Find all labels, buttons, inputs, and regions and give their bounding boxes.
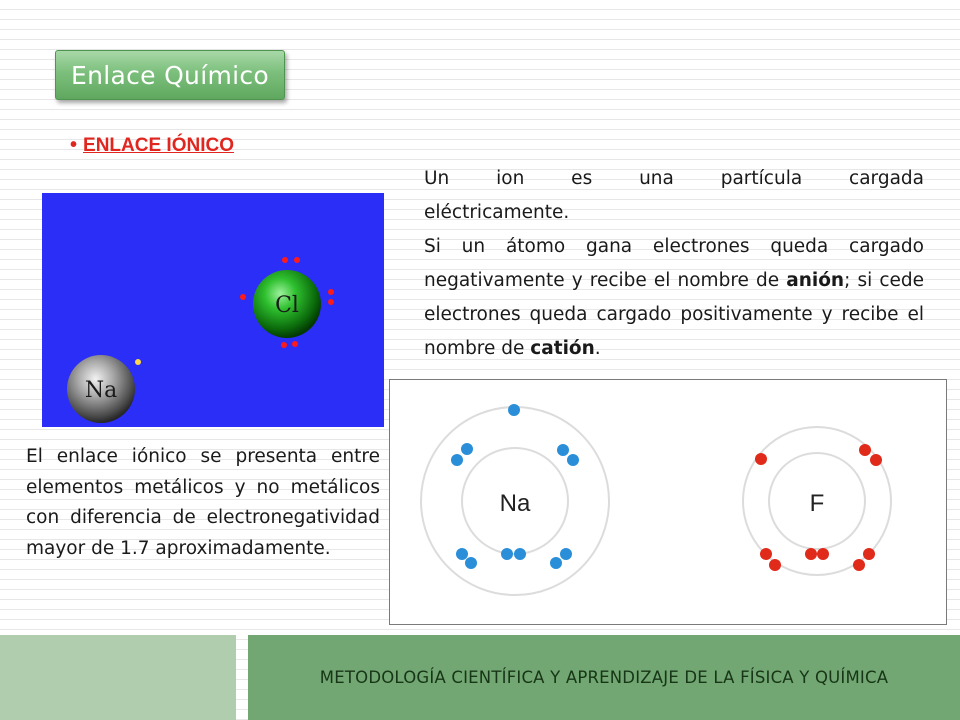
na-orbit-electron <box>514 548 526 560</box>
bullet-heading-text: ENLACE IÓNICO <box>83 134 234 156</box>
ionic-bond-description: El enlace iónico se presenta entre elementos metálicos y no metálicos con diferencia de electronegatividad mayor de 1.7 aproximadamente. <box>26 446 380 559</box>
f-orbit-electron <box>760 548 772 560</box>
f-orbit-electron <box>859 444 871 456</box>
cl-electron <box>281 342 287 348</box>
orbit-diagram <box>389 379 947 625</box>
f-orbit-electron <box>769 559 781 571</box>
ion-definition-tail: eléctricamente. <box>424 202 570 223</box>
f-orbit-electron <box>863 548 875 560</box>
anion-term: anión <box>786 270 845 291</box>
bullet-marker: • <box>70 134 78 156</box>
f-orbit-electron <box>817 548 829 560</box>
na-orbit-electron <box>508 404 520 416</box>
ion-definition-text <box>424 162 924 366</box>
ion-definition-line1: Un ion es una partícula cargada <box>424 168 924 189</box>
f-orbit-electron <box>755 453 767 465</box>
cl-electron <box>292 341 298 347</box>
na-orbit-electron <box>465 557 477 569</box>
cl-electron <box>294 257 300 263</box>
f-orbit-electron <box>853 559 865 571</box>
na-electron <box>135 359 141 365</box>
na-orbit-label: Na <box>499 490 531 517</box>
footer-bar <box>248 635 960 720</box>
slide-title <box>55 50 285 100</box>
sodium-atom-label: Na <box>84 378 118 403</box>
na-orbit-electron <box>451 454 463 466</box>
cation-term: catión <box>530 338 595 359</box>
ion-definition-line <box>424 162 924 230</box>
na-orbit-electron <box>550 557 562 569</box>
footer-text: METODOLOGÍA CIENTÍFICA Y APRENDIZAJE DE LA FÍSICA Y QUÍMICA <box>319 668 889 687</box>
bullet-heading <box>70 134 234 157</box>
atom-panel <box>42 193 384 427</box>
na-orbit-electron <box>557 444 569 456</box>
slide-title-text: Enlace Químico <box>71 60 269 90</box>
f-orbit-electron <box>805 548 817 560</box>
anion-cation-paragraph <box>424 230 924 366</box>
na-orbit-electron <box>560 548 572 560</box>
cl-electron <box>282 257 288 263</box>
footer-accent-block <box>0 635 236 720</box>
cl-electron <box>328 299 334 305</box>
anion-cation-text-b: ; si cede electrones queda cargado positivamente y recibe el nombre de <box>424 270 924 359</box>
cl-electron <box>240 294 246 300</box>
cl-electron <box>328 289 334 295</box>
anion-cation-text-c: . <box>594 338 601 359</box>
na-orbit-electron <box>567 454 579 466</box>
na-orbit-electron <box>456 548 468 560</box>
f-orbit-electron <box>870 454 882 466</box>
chlorine-atom-label: Cl <box>275 293 299 318</box>
f-orbit-label: F <box>809 490 825 517</box>
na-orbit-electron <box>501 548 513 560</box>
anion-cation-text-a: Si un átomo gana electrones queda cargado negativamente y recibe el nombre de <box>424 236 924 291</box>
na-orbit-electron <box>461 443 473 455</box>
